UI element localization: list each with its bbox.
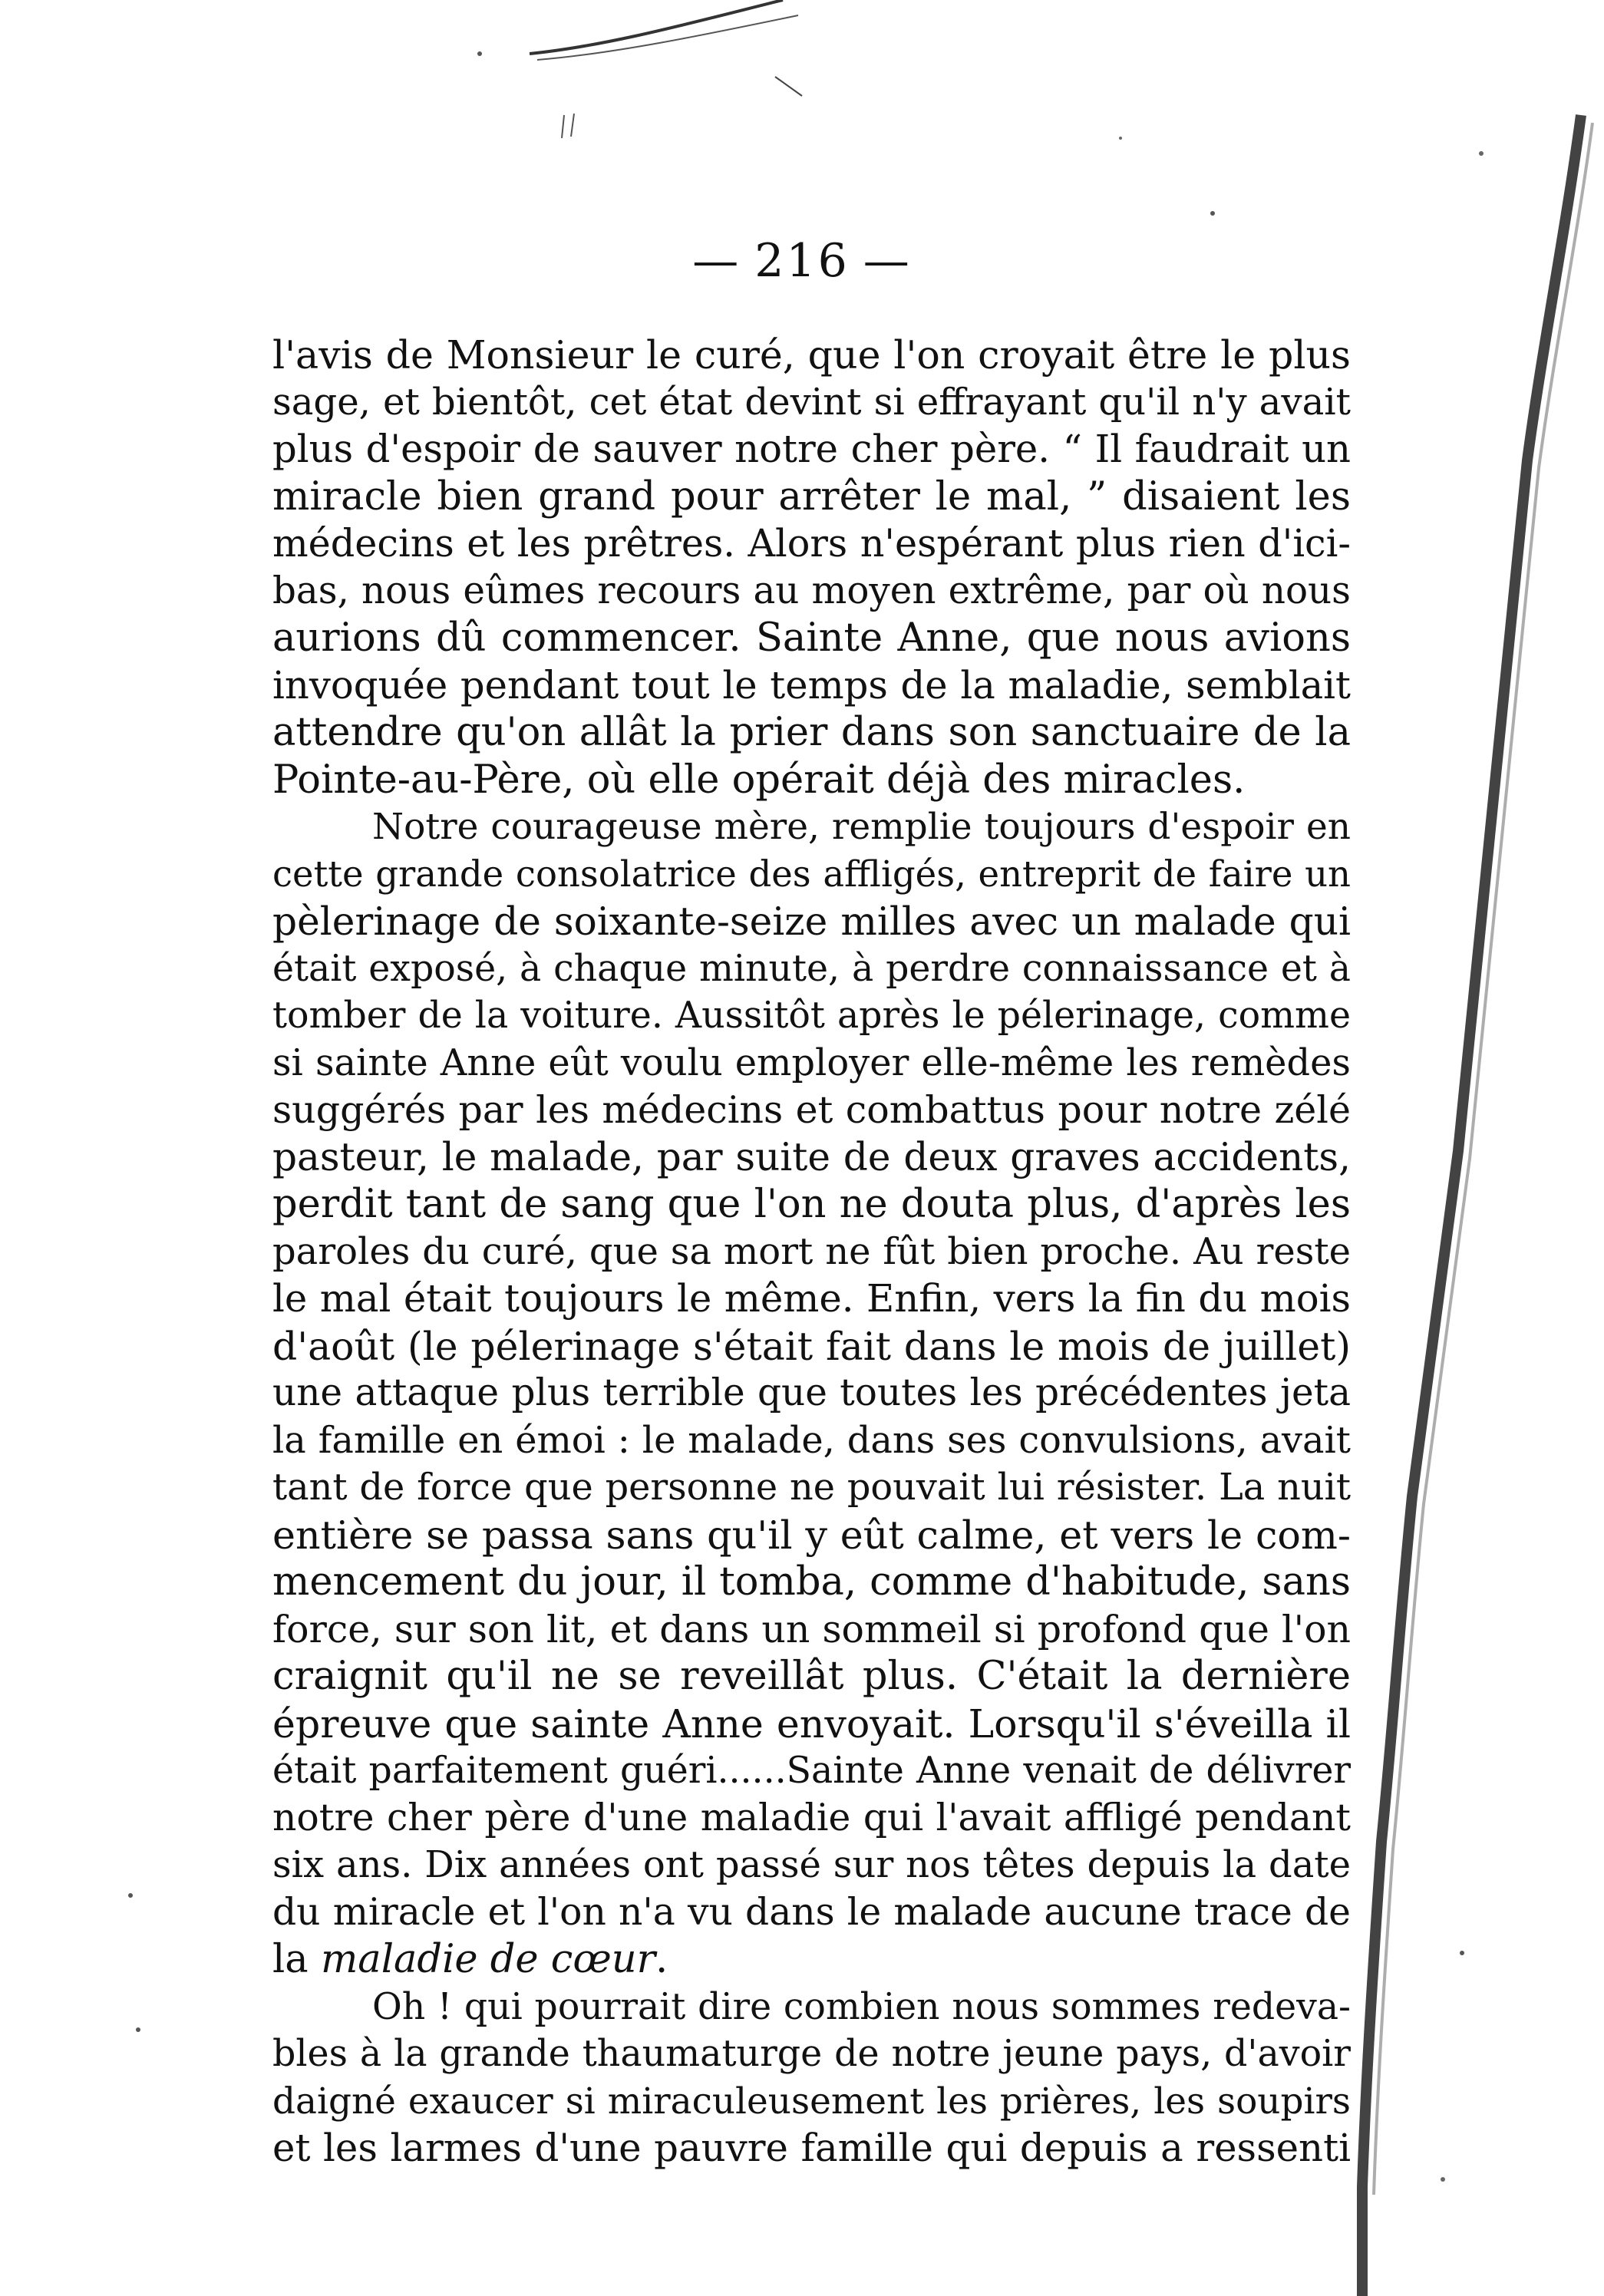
text-line: la famille en émoi : le malade, dans ses convulsions, avait [272, 1419, 1351, 1462]
text-line: épreuve que sainte Anne envoyait. Lorsqu'il s'éveilla il [272, 1701, 1351, 1747]
page-number-value: 216 [754, 234, 850, 288]
text-line: Oh ! qui pourrait dire combien nous sommes redeva- [372, 1985, 1351, 2028]
page-number-dash-right: — [863, 234, 912, 288]
page-number [0, 230, 1604, 292]
page-number-dash-left: — [692, 234, 741, 288]
text-line: une attaque plus terrible que toutes les précédentes jeta [272, 1371, 1351, 1414]
text-line: tomber de la voiture. Aussitôt après le pélerinage, comme [272, 995, 1351, 1037]
line-suffix: . [655, 1937, 668, 1982]
text-line: force, sur son lit, et dans un sommeil si profond que l'on [272, 1607, 1351, 1651]
text-line: si sainte Anne eût voulu employer elle-même les remèdes [272, 1041, 1351, 1084]
speck [1441, 2177, 1445, 2182]
text-line: cette grande consolatrice des affligés, entreprit de faire un [272, 853, 1351, 895]
speck [477, 51, 482, 56]
text-line: bas, nous eûmes recours au moyen extrême, par où nous [272, 569, 1351, 612]
text-line: était exposé, à chaque minute, à perdre connaissance et à [272, 947, 1351, 990]
text-line: mencement du jour, il tomba, comme d'habitude, sans [272, 1559, 1351, 1605]
body-text [272, 332, 1351, 2172]
text-line: bles à la grande thaumaturge de notre jeune pays, d'avoir [272, 2033, 1351, 2075]
text-line: six ans. Dix années ont passé sur nos têtes depuis la date [272, 1843, 1351, 1886]
text-line: plus d'espoir de sauver notre cher père. “ Il faudrait un [272, 427, 1351, 471]
text-line: invoquée pendant tout le temps de la maladie, semblait [272, 662, 1351, 708]
line-prefix: la [272, 1937, 321, 1982]
speck [136, 2027, 140, 2032]
torn-edge [1362, 115, 1581, 2296]
text-line: miracle bien grand pour arrêter le mal, ” disaient les [272, 473, 1351, 520]
text-line: était parfaitement guéri......Sainte Anne venait de délivrer [272, 1750, 1351, 1792]
paragraph-1 [272, 332, 1351, 803]
italic-phrase: maladie de cœur [320, 1937, 656, 1982]
text-line: l'avis de Monsieur le curé, que l'on croyait être le plus [272, 332, 1351, 378]
text-line: le mal était toujours le même. Enfin, vers la fin du mois [272, 1276, 1351, 1321]
top-pen-stroke-3 [775, 77, 802, 96]
text-line: notre cher père d'une maladie qui l'avait affligé pendant [272, 1796, 1351, 1839]
text-line: pasteur, le malade, par suite de deux graves accidents, [272, 1134, 1351, 1179]
top-pen-stroke [530, 0, 783, 54]
text-line: aurions dû commencer. Sainte Anne, que nous avions [272, 615, 1351, 661]
speck [1210, 211, 1215, 216]
text-line: entière se passa sans qu'il y eût calme, et vers le com- [272, 1512, 1351, 1558]
text-line: daigné exaucer si miraculeusement les prières, les soupirs [272, 2080, 1351, 2123]
text-line: médecins et les prêtres. Alors n'espérant plus rien d'ici- [272, 521, 1351, 566]
paragraph-2 [272, 803, 1351, 1984]
paragraph-3 [272, 1984, 1351, 2172]
text-line: Notre courageuse mère, remplie toujours d'espoir en [372, 806, 1351, 848]
speck [1479, 151, 1484, 156]
speck [1119, 137, 1122, 140]
text-line: Pointe-au-Père, où elle opérait déjà des miracles. [272, 757, 1246, 803]
text-line: craignit qu'il ne se reveillât plus. C'était la dernière [272, 1654, 1351, 1699]
speck [128, 1893, 133, 1898]
speck [1460, 1951, 1464, 1955]
text-line: pèlerinage de soixante-seize milles avec un malade qui [272, 899, 1351, 944]
text-line: attendre qu'on allât la prier dans son sanctuaire de la [272, 710, 1351, 755]
text-line: suggérés par les médecins et combattus pour notre zélé [272, 1087, 1351, 1132]
text-line: du miracle et l'on n'a vu dans le malade aucune trace de [272, 1890, 1351, 1934]
text-line [272, 1936, 1351, 1984]
text-line: paroles du curé, que sa mort ne fût bien proche. Au reste [272, 1230, 1351, 1273]
text-line: sage, et bientôt, cet état devint si effrayant qu'il n'y avait [272, 380, 1351, 424]
text-line: tant de force que personne ne pouvait lui résister. La nuit [272, 1466, 1351, 1509]
text-line: d'août (le pélerinage s'était fait dans le mois de juillet) [272, 1323, 1351, 1369]
top-pen-stroke-2 [537, 15, 798, 60]
text-line: et les larmes d'une pauvre famille qui depuis a ressenti [272, 2126, 1351, 2170]
top-mark [562, 114, 574, 138]
text-line: perdit tant de sang que l'on ne douta plus, d'après les [272, 1182, 1351, 1227]
torn-edge-shadow [1374, 123, 1592, 2195]
